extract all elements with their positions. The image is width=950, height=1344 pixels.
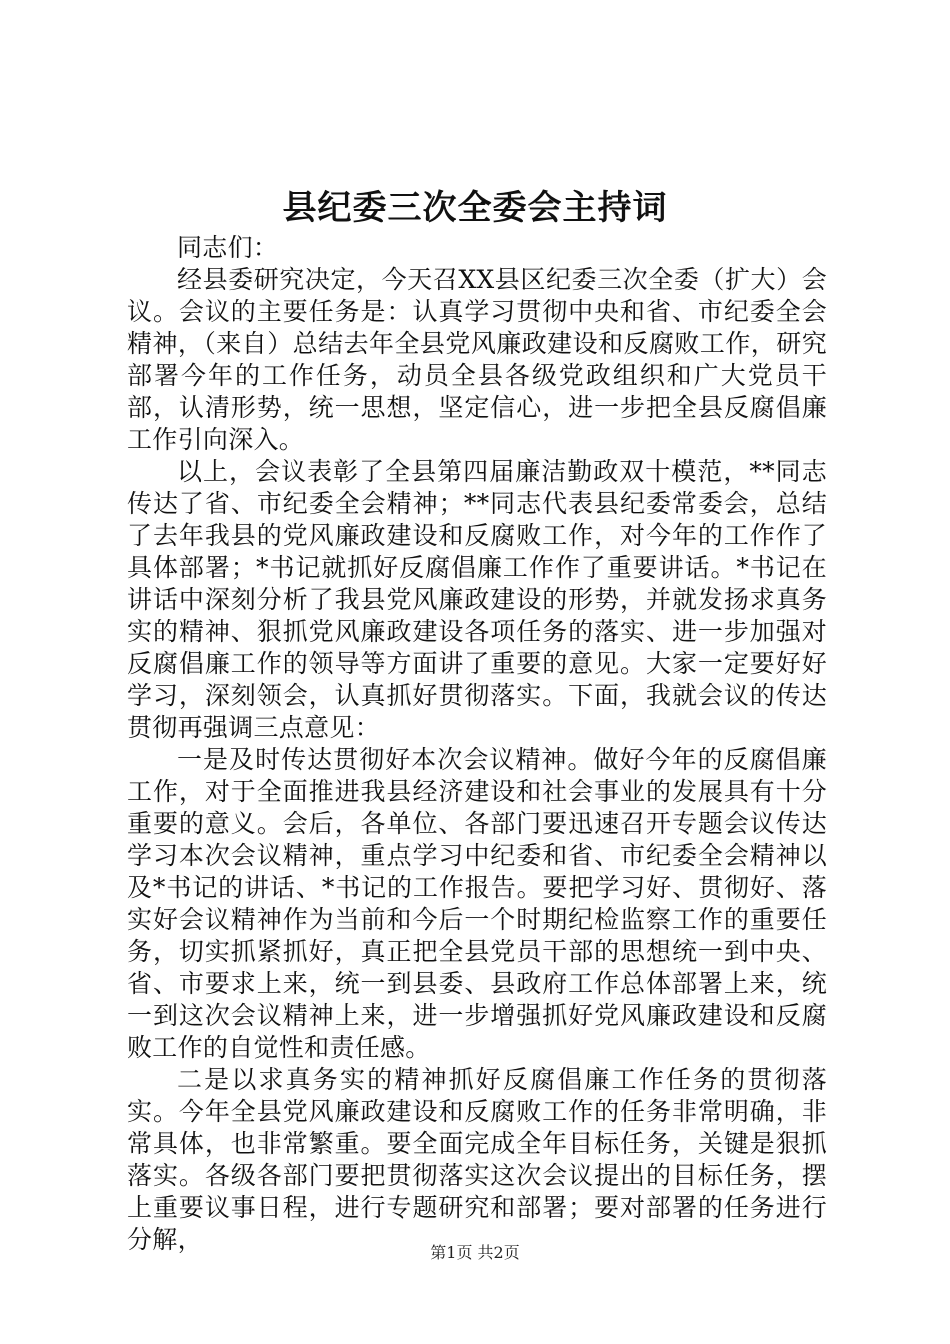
paragraph-greeting: 同志们： [177,233,279,262]
paragraph-intro: 经县委研究决定，今天召XX县区纪委三次全委（扩大）会议。会议的主要任务是：认真学习贯彻中央和省、市纪委全会精神，（来自）总结去年全县党风廉政建设和反腐败工作，研究部署今年的工作任务，动员全县各级党政组织和广大党员干部，认清形势，统一思想，坚定信心，进一步把全县反腐倡廉工作引向深入。 [127,265,827,454]
paragraph-point-one: 一是及时传达贯彻好本次会议精神。做好今年的反腐倡廉工作，对于全面推进我县经济建设和社会事业的发展具有十分重要的意义。会后，各单位、各部门要迅速召开专题会议传达学习本次会议精神，重点学习中纪委和省、市纪委全会精神以及*书记的讲话、*书记的工作报告。要把学习好、贯彻好、落实好会议精神作为当前和今后一个时期纪检监察工作的重要任务，切实抓紧抓好，真正把全县党员干部的思想统一到中央、省、市要求上来，统一到县委、县政府工作总体部署上来，统一到这次会议精神上来，进一步增强抓好党风廉政建设和反腐败工作的自觉性和责任感。 [127,745,827,1062]
paragraph-point-two: 二是以求真务实的精神抓好反腐倡廉工作任务的贯彻落实。今年全县党风廉政建设和反腐败工作的任务非常明确，非常具体，也非常繁重。要全面完成全年目标任务，关键是狠抓落实。各级各部门要把贯彻落实这次会议提出的目标任务，摆上重要议事日程，进行专题研究和部署；要对部署的任务进行分解， [127,1065,827,1254]
page-number-footer: 第1页 共2页 [430,1243,520,1262]
document-title: 县纪委三次全委会主持词 [282,188,668,228]
document-body [127,232,827,1256]
paragraph-summary: 以上，会议表彰了全县第四届廉洁勤政双十模范，**同志传达了省、市纪委全会精神；**同志代表县纪委常委会，总结了去年我县的党风廉政建设和反腐败工作，对今年的工作作了具体部署；*书记就抓好反腐倡廉工作作了重要讲话。*书记在讲话中深刻分析了我县党风廉政建设的形势，并就发扬求真务实的精神、狠抓党风廉政建设各项任务的落实、进一步加强对反腐倡廉工作的领导等方面讲了重要的意见。大家一定要好好学习，深刻领会，认真抓好贯彻落实。下面，我就会议的传达贯彻再强调三点意见： [127,457,827,742]
